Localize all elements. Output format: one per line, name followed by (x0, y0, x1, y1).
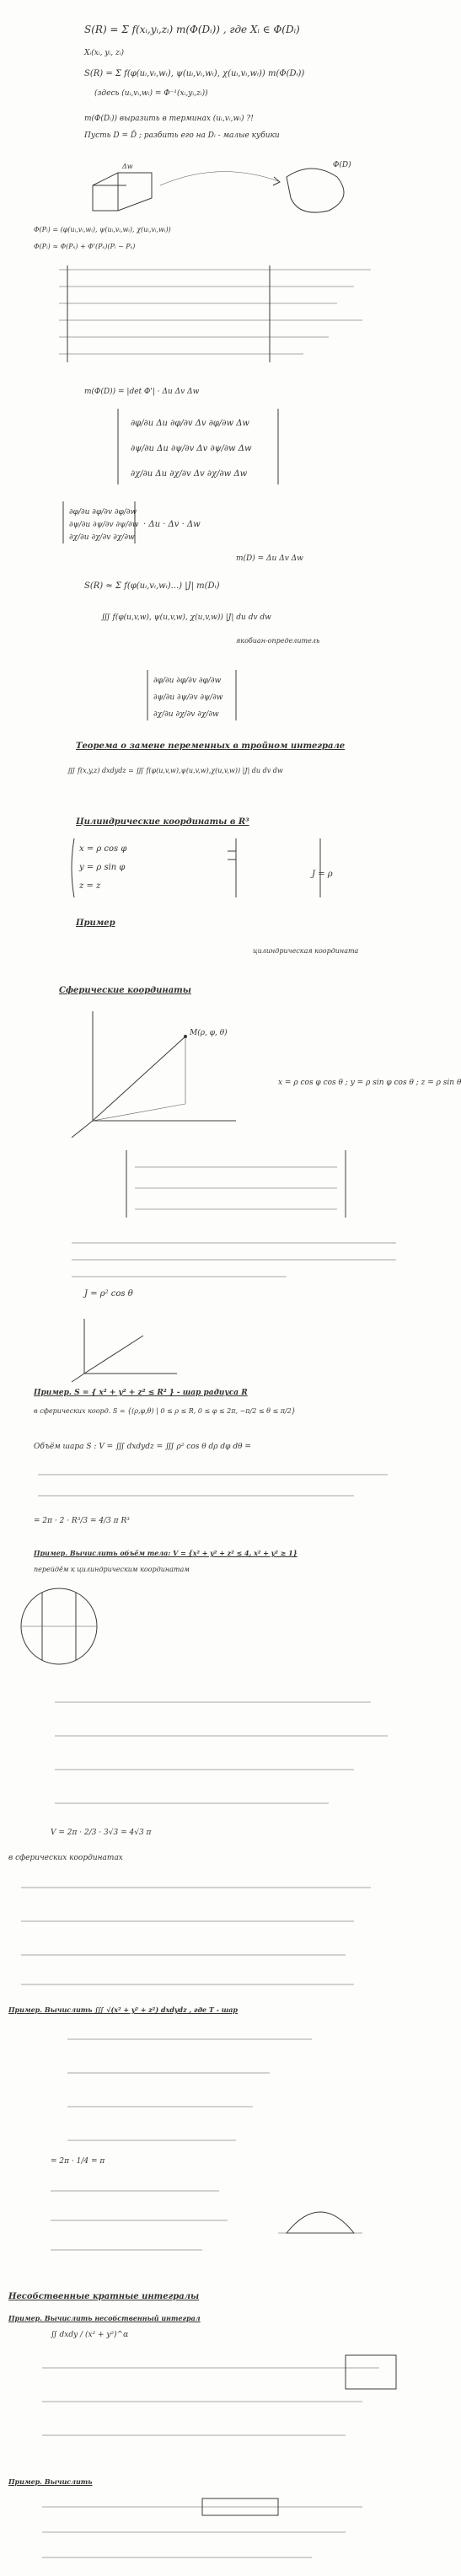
formula-sum-substitution: S(R) = Σ f(φ(uᵢ,vᵢ,wᵢ), ψ(uᵢ,vᵢ,wᵢ), χ(uᵢ,vᵢ,wᵢ)) m(Φ(Dᵢ)) (84, 69, 305, 78)
formula-sum-jacobian: S(R) ≈ Σ f(φ(uᵢ,vᵢ,wᵢ)...) |J| m(Dᵢ) (84, 581, 220, 591)
example-sphere-spherical: в сферических коорд. S = {(ρ,φ,θ) | 0 ≤ ρ ≤ R, 0 ≤ φ ≤ 2π, −π/2 ≤ θ ≤ π/2} (34, 1407, 296, 1415)
cylindrical-jacobian: J = ρ (312, 870, 333, 879)
sqrt-integral-result: = 2π · 1/4 = π (51, 2157, 105, 2166)
body-volume-steps (51, 1685, 405, 1837)
svg-text:M(ρ, φ, θ): M(ρ, φ, θ) (190, 1029, 228, 1037)
sqrt-integral-steps (17, 2022, 388, 2157)
example-sqrt-integral: Пример. Вычислить ∭ √(x² + y² + z²) dxdydz , где T - шар (8, 2006, 239, 2014)
formula-phi-p: Φ(Pᵢ) = (φ(uᵢ,vᵢ,wᵢ), ψ(uᵢ,vᵢ,wᵢ), χ(uᵢ,vᵢ,wᵢ)) (34, 226, 171, 233)
svg-text:y = ρ sin φ: y = ρ sin φ (79, 863, 126, 872)
cylindrical-note: цилиндрическая координата (253, 947, 359, 955)
svg-text:z = z: z = z (79, 881, 101, 891)
jacobian-factored (59, 497, 379, 548)
formula-linearization: Φ(Pᵢ) ≈ Φ(Pₛ) + Φ'(Pₛ)(Pᵢ − Pₛ) (34, 243, 136, 250)
note-express-measure: m(Φ(Dᵢ)) выразить в терминах (uᵢ,vᵢ,wᵢ) ?! (84, 115, 254, 123)
cylindrical-heading: Цилиндрические координаты в R³ (76, 817, 249, 827)
spherical-axes-diagram (67, 1003, 270, 1138)
example-last: Пример. Вычислить (8, 2477, 93, 2486)
svg-text:∂φ/∂u ∂φ/∂v ∂φ/∂w: ∂φ/∂u ∂φ/∂v ∂φ/∂w (69, 508, 137, 517)
sphere-volume-integral: Объём шара S : V = ∭ dxdydz = ∭ ρ² cos θ dρ dφ dθ = (34, 1443, 251, 1451)
formula-measure-d: m(D) = Δu Δv Δw (236, 554, 303, 563)
formula-integral-sum: S(R) = Σ f(xᵢ,yᵢ,zᵢ) m(Φ(Dᵢ)) , где Xᵢ ∈ Φ(Dᵢ) (84, 24, 300, 35)
theorem-formula: ∭ f(x,y,z) dxdydz = ∭ f(φ(u,v,w),ψ(u,v,w),χ(u,v,w)) |J| du dv dw (67, 767, 283, 774)
svg-text:∂χ/∂u ∂χ/∂v ∂χ/∂w: ∂χ/∂u ∂χ/∂v ∂χ/∂w (69, 533, 135, 542)
example-sphere: Пример. S = { x² + y² + z² ≤ R² } - шар радиуса R (34, 1389, 248, 1397)
note-partition: Пусть D = D̄ ; разбить его на Dᵢ - малые кубики (84, 131, 280, 140)
svg-text:∂ψ/∂u ∂ψ/∂v ∂ψ/∂w: ∂ψ/∂u ∂ψ/∂v ∂ψ/∂w (153, 694, 223, 702)
formula-measure-phi-d: m(Φ(D)) = |det Φ'| · Δu Δv Δw (84, 388, 200, 396)
svg-text:∂φ/∂u Δu ∂φ/∂v Δv ∂φ/∂w: ∂φ/∂u Δu ∂φ/∂v Δv ∂φ/∂w Δw (131, 419, 249, 428)
spherical-small-diagram (67, 1315, 194, 1382)
svg-text:Δw: Δw (122, 163, 133, 170)
sphere-volume-result: = 2π · 2 · R³/3 = 4/3 π R³ (34, 1517, 130, 1525)
svg-text:∂ψ/∂u ∂ψ/∂v ∂ψ/∂w: ∂ψ/∂u ∂ψ/∂v ∂ψ/∂w (69, 521, 139, 529)
jacobian-matrix-derivation (51, 261, 388, 371)
spherical-heading: Сферические координаты (59, 986, 191, 995)
theorem-heading: Теорема о замене переменных в тройном интеграле (76, 742, 346, 751)
cylindrical-system (67, 834, 405, 902)
improper-integral-steps (8, 2351, 413, 2469)
hemisphere-example (8, 2174, 405, 2275)
sphere-volume-steps (34, 1458, 396, 1517)
spherical-volume-steps (17, 1871, 388, 1997)
svg-text:x = ρ cos φ: x = ρ cos φ (79, 844, 127, 854)
example-improper: Пример. Вычислить несобственный интеграл (8, 2314, 201, 2322)
jacobian-notation (143, 666, 244, 725)
improper-integral: ∬ dxdy / (x² + y²)^α (51, 2331, 129, 2339)
spherical-jacobian-expansion (67, 1230, 405, 1289)
point-definition: Xᵢ(xᵢ, yᵢ, zᵢ) (84, 49, 125, 57)
body-volume-result: V = 2π · 2/3 · 3√3 = 4√3 π (51, 1829, 152, 1837)
spherical-coords-note: в сферических координатах (8, 1854, 123, 1862)
sphere-cylinder-sketch (8, 1576, 135, 1677)
example-body-volume: Пример. Вычислить объём тела: V = {x² + y² + z² ≤ 4, x² + y² ≥ 1} (34, 1549, 298, 1557)
spherical-system: x = ρ cos φ cos θ ; y = ρ sin φ cos θ ; z = ρ sin θ (278, 1079, 461, 1087)
svg-text:Φ(D): Φ(D) (333, 161, 351, 169)
svg-text:∂φ/∂u ∂φ/∂v ∂φ/∂w: ∂φ/∂u ∂φ/∂v ∂φ/∂w (153, 677, 222, 685)
note-inverse-map: (здесь (uᵢ,vᵢ,wᵢ) = Φ⁻¹(xᵢ,yᵢ,zᵢ)) (94, 89, 208, 98)
spherical-jacobian-result: J = ρ² cos θ (84, 1289, 133, 1299)
example-body-note: перейдём к цилиндрическим координатам (34, 1566, 190, 1573)
last-example-steps (8, 2494, 413, 2570)
spherical-jacobian-matrix (67, 1146, 405, 1222)
svg-text:∂χ/∂u ∂χ/∂v ∂χ/∂w: ∂χ/∂u ∂χ/∂v ∂χ/∂w (153, 710, 219, 719)
jacobian-determinant-3x3 (110, 404, 295, 489)
improper-integrals-heading: Несобственные кратные интегралы (8, 2292, 200, 2301)
example-heading-1: Пример (76, 918, 115, 928)
cube-mapping-diagram (84, 152, 362, 219)
svg-text:· Δu · Δv · Δw: · Δu · Δv · Δw (143, 520, 201, 529)
svg-text:∂χ/∂u Δu ∂χ/∂v Δv ∂χ/∂w: ∂χ/∂u Δu ∂χ/∂v Δv ∂χ/∂w Δw (131, 469, 248, 479)
note-jacobian: якобиан-определитель (236, 637, 320, 645)
formula-triple-integral: ∭ f(φ(u,v,w), ψ(u,v,w), χ(u,v,w)) |J| du dv dw (101, 613, 271, 622)
svg-text:∂ψ/∂u Δu ∂ψ/∂v Δv ∂ψ/∂w: ∂ψ/∂u Δu ∂ψ/∂v Δv ∂ψ/∂w Δw (131, 444, 252, 453)
